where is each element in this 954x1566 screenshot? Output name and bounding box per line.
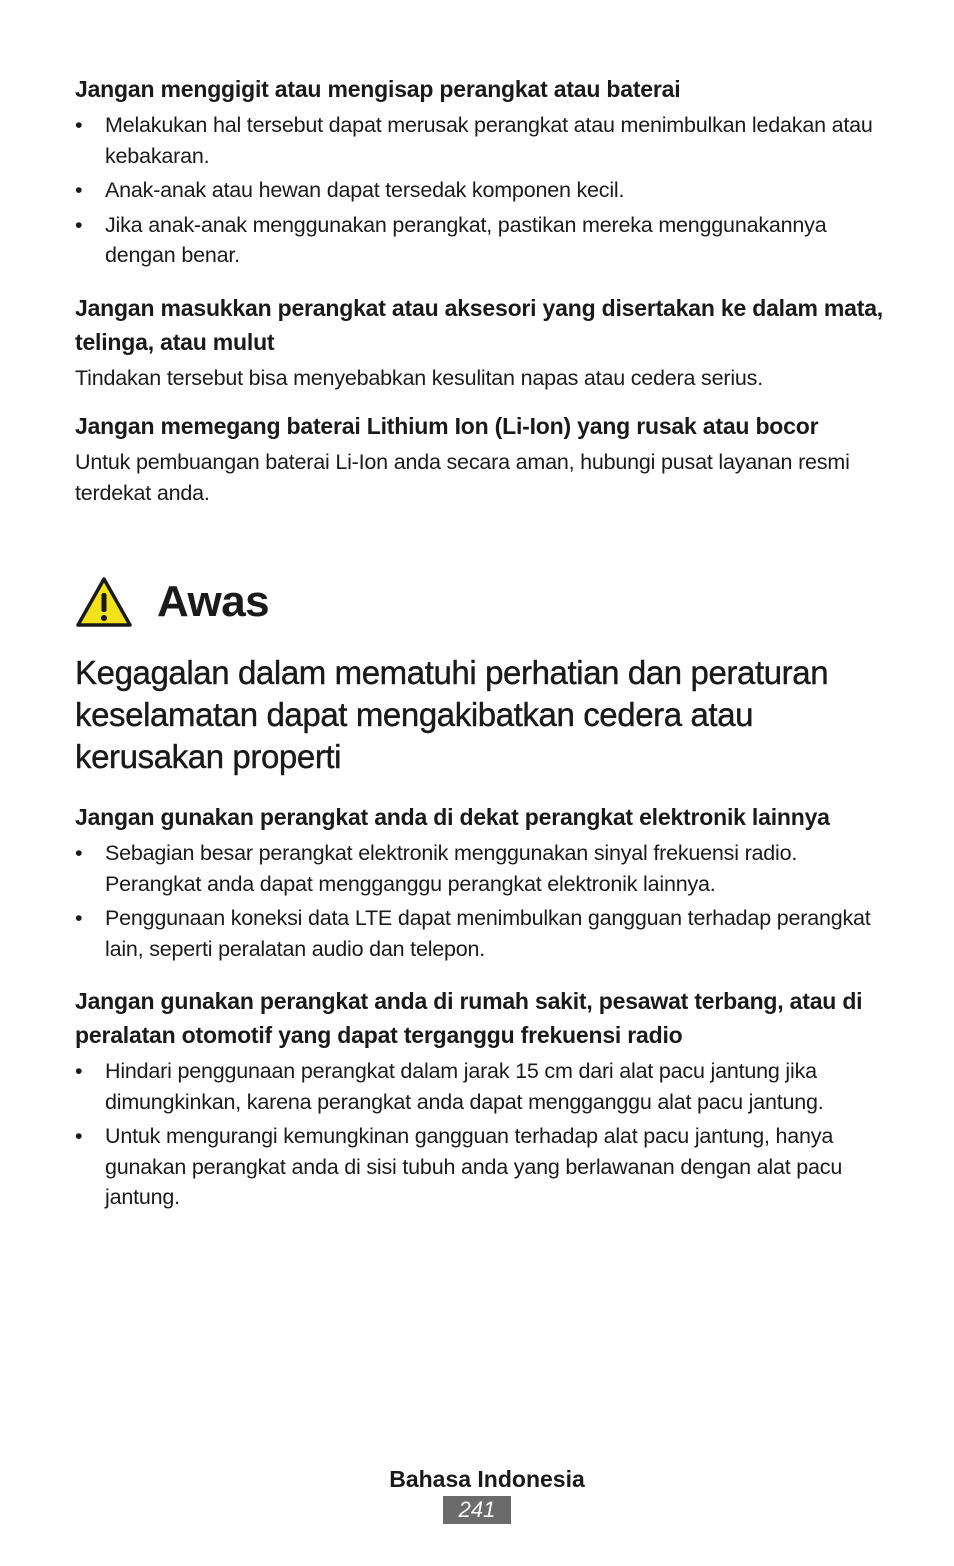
list-item bbox=[75, 110, 885, 171]
bullet-dot: • bbox=[75, 113, 83, 137]
bullet-dot: • bbox=[75, 841, 83, 865]
awas-title: Awas bbox=[157, 577, 270, 626]
section-hospital bbox=[75, 984, 885, 1213]
list-item-text: Melakukan hal tersebut dapat merusak perangkat atau menimbulkan ledakan atau kebakaran. bbox=[105, 113, 873, 168]
bullet-list bbox=[75, 110, 885, 271]
document-page bbox=[75, 72, 885, 1233]
bullet-dot: • bbox=[75, 906, 83, 930]
section-text: Tindakan tersebut bisa menyebabkan kesulitan napas atau cedera serius. bbox=[75, 365, 763, 390]
list-item-text: Jika anak-anak menggunakan perangkat, pastikan mereka menggunakannya dengan benar. bbox=[105, 212, 827, 267]
list-item bbox=[75, 903, 885, 964]
list-item-text: Penggunaan koneksi data LTE dapat menimbulkan gangguan terhadap perangkat lain, seperti peralatan audio dan telepon. bbox=[105, 906, 871, 961]
awas-header bbox=[75, 572, 885, 632]
list-item-text: Anak-anak atau hewan dapat tersedak komponen kecil. bbox=[105, 178, 625, 202]
warning-triangle-icon bbox=[75, 576, 133, 628]
bullet-list bbox=[75, 838, 885, 964]
bullet-dot: • bbox=[75, 178, 83, 202]
section-heading: Jangan masukkan perangkat atau aksesori yang disertakan ke dalam mata, telinga, atau mulut bbox=[75, 294, 883, 355]
section-heading: Jangan menggigit atau mengisap perangkat atau baterai bbox=[75, 76, 681, 102]
section-text: Untuk pembuangan baterai Li-Ion anda secara aman, hubungi pusat layanan resmi terdekat anda. bbox=[75, 450, 850, 505]
list-item-text: Hindari penggunaan perangkat dalam jarak 15 cm dari alat pacu jantung jika dimungkinkan, karena perangkat anda dapat mengganggu alat pacu jantung. bbox=[105, 1059, 824, 1114]
list-item bbox=[75, 210, 885, 271]
list-item bbox=[75, 175, 885, 206]
list-item bbox=[75, 1121, 885, 1213]
section-bite bbox=[75, 72, 885, 271]
section-electronics bbox=[75, 800, 885, 964]
section-heading: Jangan memegang baterai Lithium Ion (Li-Ion) yang rusak atau bocor bbox=[75, 413, 819, 439]
caution-subheading: Kegagalan dalam mematuhi perhatian dan peraturan keselamatan dapat mengakibatkan cedera atau kerusakan properti bbox=[75, 654, 829, 775]
bullet-list bbox=[75, 1056, 885, 1213]
section-heading: Jangan gunakan perangkat anda di dekat perangkat elektronik lainnya bbox=[75, 804, 830, 830]
list-item-text: Sebagian besar perangkat elektronik menggunakan sinyal frekuensi radio. Perangkat anda dapat mengganggu perangkat elektronik lainnya. bbox=[105, 841, 798, 896]
section-insert bbox=[75, 291, 885, 394]
bullet-dot: • bbox=[75, 212, 83, 237]
section-heading: Jangan gunakan perangkat anda di rumah sakit, pesawat terbang, atau di peralatan otomotif yang dapat terganggu frekuensi radio bbox=[75, 988, 863, 1048]
footer-language: Bahasa Indonesia bbox=[389, 1466, 585, 1492]
list-item bbox=[75, 838, 885, 899]
list-item bbox=[75, 1056, 885, 1117]
bullet-dot: • bbox=[75, 1124, 83, 1148]
page-number: 241 bbox=[443, 1496, 511, 1524]
list-item-text: Untuk mengurangi kemungkinan gangguan terhadap alat pacu jantung, hanya gunakan perangkat anda di sisi tubuh anda yang berlawanan dengan alat pacu jantung. bbox=[105, 1124, 843, 1209]
bullet-dot: • bbox=[75, 1059, 83, 1083]
section-battery bbox=[75, 409, 885, 508]
page-footer bbox=[0, 1462, 954, 1524]
